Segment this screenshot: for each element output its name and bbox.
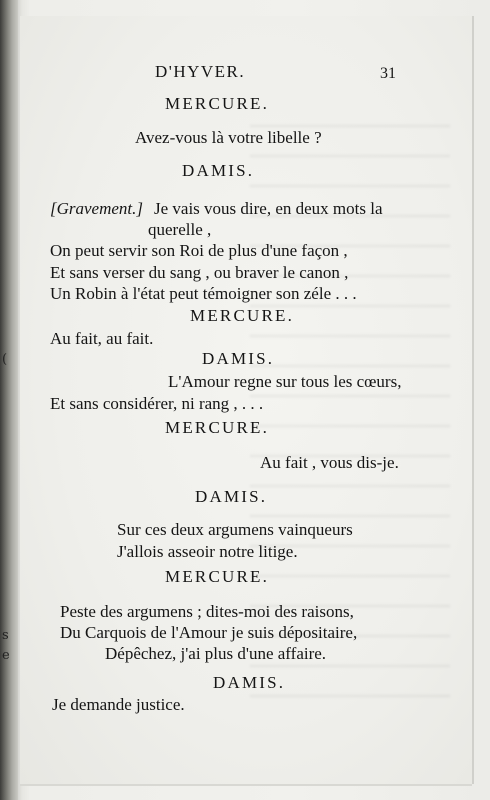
verse-line: querelle ,: [148, 220, 212, 239]
speaker-name: MERCURE.: [190, 306, 295, 325]
speaker-name: DAMIS.: [182, 161, 255, 180]
speaker-name: DAMIS.: [195, 487, 268, 506]
verse-line: Je vais vous dire, en deux mots la: [154, 199, 383, 218]
verse-line: Un Robin à l'état peut témoigner son zéle . . .: [50, 284, 357, 303]
verse-line: Je demande justice.: [52, 695, 185, 714]
verse-line: L'Amour regne sur tous les cœurs,: [168, 372, 402, 391]
margin-fragment: e: [2, 648, 10, 663]
facing-page-edge: [0, 0, 18, 800]
book-page: [20, 16, 472, 784]
running-title: D'HYVER.: [155, 62, 246, 81]
speaker-name: MERCURE.: [165, 94, 270, 113]
verse-line: Peste des argumens ; dites-moi des raisons,: [60, 602, 354, 621]
speaker-name: DAMIS.: [202, 349, 275, 368]
verse-line: Avez-vous là votre libelle ?: [135, 128, 322, 147]
verse-line: Au fait, au fait.: [50, 329, 154, 348]
page-number: 31: [380, 65, 396, 82]
verse-line: Au fait , vous dis-je.: [260, 453, 399, 472]
speaker-name: DAMIS.: [213, 673, 286, 692]
verse-line: Du Carquois de l'Amour je suis dépositaire,: [60, 623, 358, 642]
speaker-name: MERCURE.: [165, 418, 270, 437]
speaker-name: MERCURE.: [165, 567, 270, 586]
stage-direction: [Gravement.]: [50, 199, 144, 218]
verse-line: On peut servir son Roi de plus d'une façon ,: [50, 241, 348, 260]
verse-line: J'allois asseoir notre litige.: [117, 542, 298, 561]
margin-fragment: (: [2, 352, 8, 367]
verse-line: Et sans verser du sang , ou braver le canon ,: [50, 263, 349, 282]
verse-line: Dépêchez, j'ai plus d'une affaire.: [105, 644, 327, 663]
margin-fragment: s: [2, 628, 9, 643]
verse-line: Et sans considérer, ni rang , . . .: [50, 394, 264, 413]
verse-line: Sur ces deux argumens vainqueurs: [117, 520, 353, 539]
